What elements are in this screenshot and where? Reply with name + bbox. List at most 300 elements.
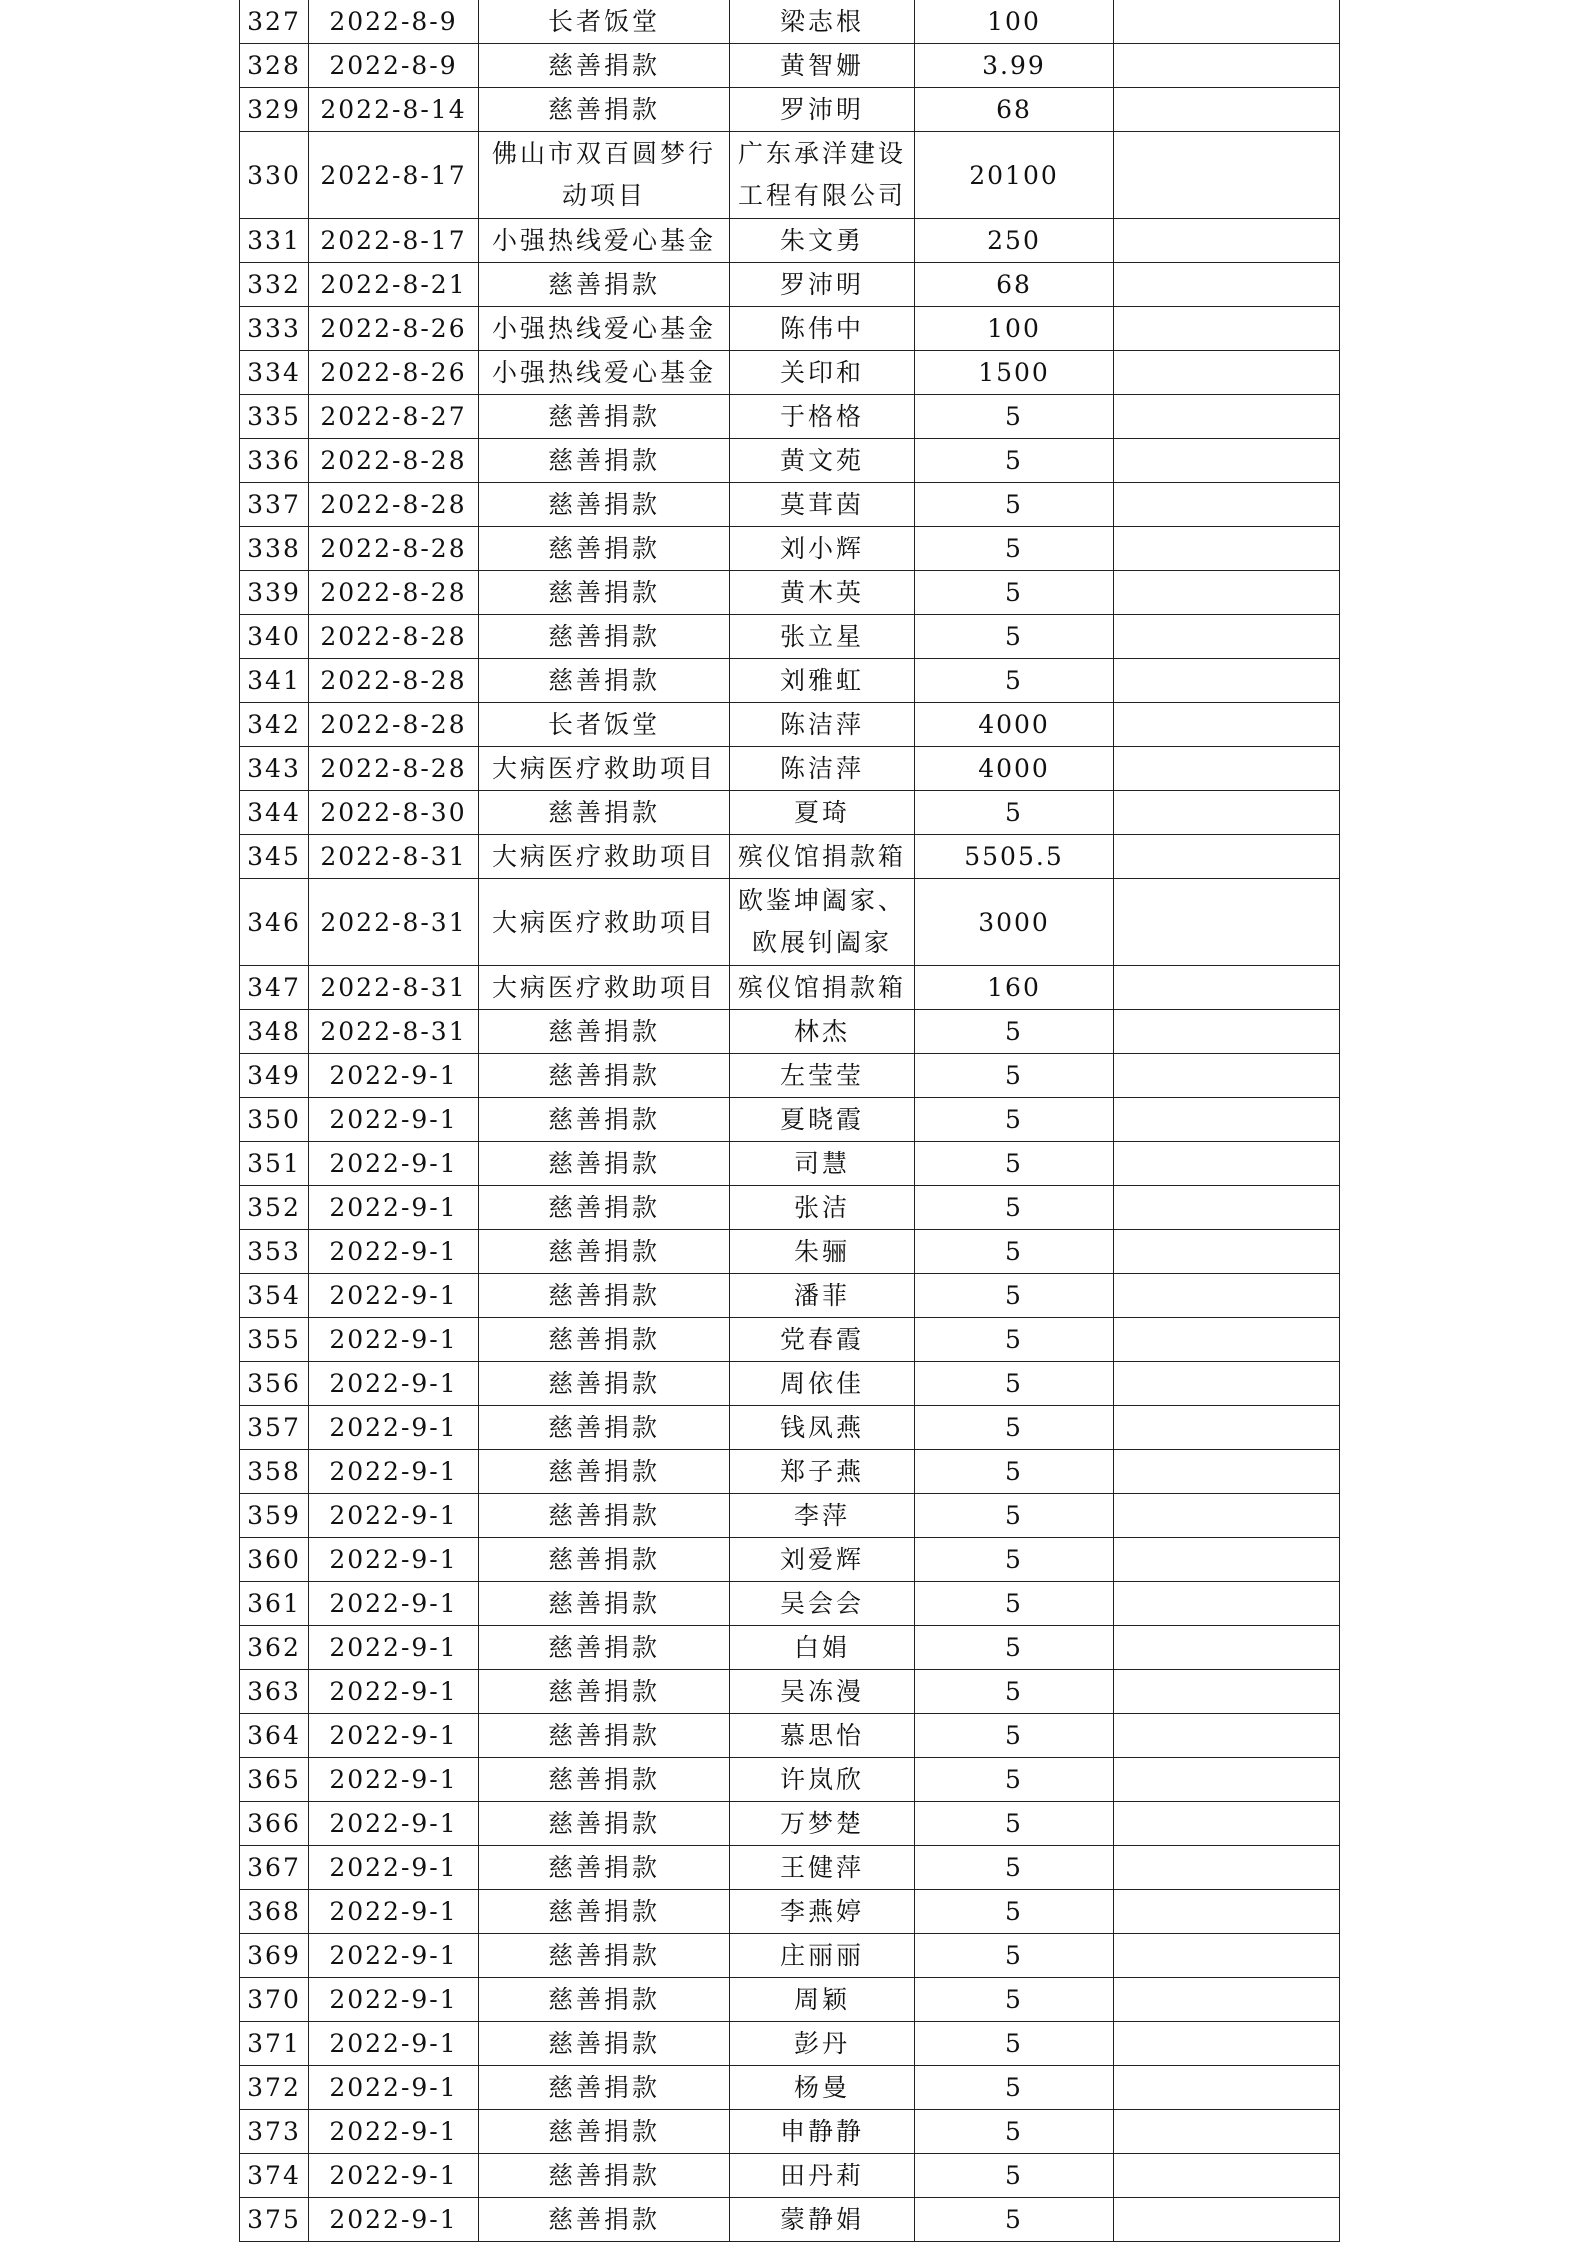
donor-cell: 彭丹 [730,2022,915,2066]
amount-cell: 5 [915,1186,1114,1230]
date-cell: 2022-8-30 [309,791,479,835]
project-cell: 佛山市双百圆梦行动项目 [479,132,730,219]
serial-number-cell: 365 [240,1758,309,1802]
amount-cell: 5 [915,1274,1114,1318]
table-row [240,1890,1340,1934]
table-row [240,2022,1340,2066]
note-cell [1114,527,1340,571]
note-cell [1114,1714,1340,1758]
date-cell: 2022-9-1 [309,1978,479,2022]
donor-cell: 黄木英 [730,571,915,615]
project-cell: 慈善捐款 [479,1714,730,1758]
project-cell: 大病医疗救助项目 [479,835,730,879]
serial-number-cell: 359 [240,1494,309,1538]
donor-cell: 杨曼 [730,2066,915,2110]
note-cell [1114,2154,1340,2198]
amount-cell: 5 [915,1714,1114,1758]
donor-cell: 慕思怡 [730,1714,915,1758]
date-cell: 2022-9-1 [309,1802,479,1846]
date-cell: 2022-9-1 [309,2154,479,2198]
donor-cell: 郑子燕 [730,1450,915,1494]
project-cell: 长者饭堂 [479,703,730,747]
table-row [240,703,1340,747]
table-row [240,1010,1340,1054]
amount-cell: 5 [915,1318,1114,1362]
date-cell: 2022-8-27 [309,395,479,439]
donor-cell: 刘爱辉 [730,1538,915,1582]
table-row [240,1318,1340,1362]
date-cell: 2022-9-1 [309,1714,479,1758]
serial-number-cell: 334 [240,351,309,395]
serial-number-cell: 374 [240,2154,309,2198]
serial-number-cell: 338 [240,527,309,571]
date-cell: 2022-9-1 [309,1142,479,1186]
serial-number-cell: 364 [240,1714,309,1758]
project-cell: 慈善捐款 [479,263,730,307]
note-cell [1114,1230,1340,1274]
project-cell: 慈善捐款 [479,659,730,703]
amount-cell: 5 [915,1758,1114,1802]
table-row [240,571,1340,615]
table-row [240,615,1340,659]
date-cell: 2022-9-1 [309,1406,479,1450]
table-row [240,879,1340,966]
date-cell: 2022-8-17 [309,219,479,263]
note-cell [1114,1450,1340,1494]
donor-cell: 刘雅虹 [730,659,915,703]
note-cell [1114,966,1340,1010]
serial-number-cell: 375 [240,2198,309,2242]
donor-cell: 周颖 [730,1978,915,2022]
note-cell [1114,1934,1340,1978]
date-cell: 2022-9-1 [309,2066,479,2110]
project-cell: 慈善捐款 [479,44,730,88]
serial-number-cell: 368 [240,1890,309,1934]
project-cell: 慈善捐款 [479,1538,730,1582]
note-cell [1114,703,1340,747]
serial-number-cell: 346 [240,879,309,966]
amount-cell: 1500 [915,351,1114,395]
serial-number-cell: 329 [240,88,309,132]
project-cell: 慈善捐款 [479,1846,730,1890]
serial-number-cell: 347 [240,966,309,1010]
donor-cell: 黄智姗 [730,44,915,88]
amount-cell: 20100 [915,132,1114,219]
note-cell [1114,571,1340,615]
table-row [240,791,1340,835]
table-row [240,219,1340,263]
table-row [240,1538,1340,1582]
date-cell: 2022-8-28 [309,747,479,791]
donor-cell: 钱凤燕 [730,1406,915,1450]
table-row [240,351,1340,395]
project-cell: 大病医疗救助项目 [479,879,730,966]
date-cell: 2022-9-1 [309,1582,479,1626]
note-cell [1114,1846,1340,1890]
table-row [240,1186,1340,1230]
note-cell [1114,351,1340,395]
date-cell: 2022-8-31 [309,966,479,1010]
table-row [240,44,1340,88]
serial-number-cell: 371 [240,2022,309,2066]
amount-cell: 5 [915,2154,1114,2198]
date-cell: 2022-8-28 [309,527,479,571]
note-cell [1114,483,1340,527]
serial-number-cell: 349 [240,1054,309,1098]
project-cell: 小强热线爱心基金 [479,351,730,395]
project-cell: 慈善捐款 [479,1890,730,1934]
note-cell [1114,1098,1340,1142]
project-cell: 慈善捐款 [479,1450,730,1494]
date-cell: 2022-9-1 [309,1846,479,1890]
amount-cell: 4000 [915,747,1114,791]
project-cell: 慈善捐款 [479,1318,730,1362]
donor-cell: 白娟 [730,1626,915,1670]
project-cell: 长者饭堂 [479,0,730,44]
serial-number-cell: 332 [240,263,309,307]
project-cell: 慈善捐款 [479,1010,730,1054]
serial-number-cell: 345 [240,835,309,879]
project-cell: 慈善捐款 [479,439,730,483]
amount-cell: 5 [915,527,1114,571]
serial-number-cell: 354 [240,1274,309,1318]
project-cell: 慈善捐款 [479,615,730,659]
serial-number-cell: 366 [240,1802,309,1846]
donor-cell: 庄丽丽 [730,1934,915,1978]
note-cell [1114,1626,1340,1670]
date-cell: 2022-8-9 [309,0,479,44]
note-cell [1114,1890,1340,1934]
serial-number-cell: 363 [240,1670,309,1714]
project-cell: 慈善捐款 [479,1934,730,1978]
table-row [240,2154,1340,2198]
date-cell: 2022-9-1 [309,1054,479,1098]
note-cell [1114,2066,1340,2110]
note-cell [1114,1670,1340,1714]
project-cell: 慈善捐款 [479,2022,730,2066]
table-row [240,1274,1340,1318]
note-cell [1114,439,1340,483]
donor-cell: 朱骊 [730,1230,915,1274]
amount-cell: 5 [915,2110,1114,2154]
donor-cell: 罗沛明 [730,88,915,132]
donor-cell: 关印和 [730,351,915,395]
project-cell: 慈善捐款 [479,1054,730,1098]
amount-cell: 5 [915,1978,1114,2022]
amount-cell: 5 [915,2022,1114,2066]
donor-cell: 陈洁萍 [730,747,915,791]
donor-cell: 万梦楚 [730,1802,915,1846]
date-cell: 2022-8-28 [309,483,479,527]
table-row [240,483,1340,527]
amount-cell: 3.99 [915,44,1114,88]
amount-cell: 5 [915,1230,1114,1274]
serial-number-cell: 353 [240,1230,309,1274]
date-cell: 2022-8-31 [309,835,479,879]
serial-number-cell: 357 [240,1406,309,1450]
serial-number-cell: 335 [240,395,309,439]
project-cell: 慈善捐款 [479,1406,730,1450]
date-cell: 2022-8-26 [309,307,479,351]
table-row [240,1450,1340,1494]
project-cell: 慈善捐款 [479,1230,730,1274]
table-row [240,263,1340,307]
donor-cell: 潘菲 [730,1274,915,1318]
note-cell [1114,2110,1340,2154]
date-cell: 2022-8-28 [309,703,479,747]
table-row [240,439,1340,483]
amount-cell: 5 [915,1054,1114,1098]
note-cell [1114,1978,1340,2022]
serial-number-cell: 362 [240,1626,309,1670]
serial-number-cell: 358 [240,1450,309,1494]
note-cell [1114,1582,1340,1626]
donor-cell: 吴会会 [730,1582,915,1626]
amount-cell: 3000 [915,879,1114,966]
amount-cell: 68 [915,88,1114,132]
date-cell: 2022-8-17 [309,132,479,219]
amount-cell: 5 [915,1406,1114,1450]
table-row [240,659,1340,703]
note-cell [1114,1406,1340,1450]
project-cell: 慈善捐款 [479,1582,730,1626]
amount-cell: 4000 [915,703,1114,747]
serial-number-cell: 339 [240,571,309,615]
serial-number-cell: 337 [240,483,309,527]
table-row [240,1230,1340,1274]
project-cell: 慈善捐款 [479,1978,730,2022]
donor-cell: 申静静 [730,2110,915,2154]
project-cell: 慈善捐款 [479,571,730,615]
note-cell [1114,2198,1340,2242]
donor-cell: 殡仪馆捐款箱 [730,966,915,1010]
project-cell: 小强热线爱心基金 [479,307,730,351]
amount-cell: 5 [915,1670,1114,1714]
donor-cell: 左莹莹 [730,1054,915,1098]
table-row [240,527,1340,571]
table-row [240,395,1340,439]
table-row [240,1362,1340,1406]
project-cell: 慈善捐款 [479,88,730,132]
note-cell [1114,0,1340,44]
project-cell: 慈善捐款 [479,1362,730,1406]
table-row [240,1758,1340,1802]
donor-cell: 周依佳 [730,1362,915,1406]
table-row [240,1934,1340,1978]
table-row [240,835,1340,879]
amount-cell: 5 [915,615,1114,659]
amount-cell: 5 [915,1010,1114,1054]
note-cell [1114,88,1340,132]
table-row [240,0,1340,44]
date-cell: 2022-8-28 [309,571,479,615]
date-cell: 2022-8-31 [309,879,479,966]
note-cell [1114,1758,1340,1802]
project-cell: 慈善捐款 [479,2110,730,2154]
date-cell: 2022-9-1 [309,1890,479,1934]
project-cell: 慈善捐款 [479,791,730,835]
date-cell: 2022-9-1 [309,1934,479,1978]
note-cell [1114,307,1340,351]
date-cell: 2022-9-1 [309,1318,479,1362]
donor-cell: 田丹莉 [730,2154,915,2198]
table-row [240,1142,1340,1186]
donor-cell: 陈洁萍 [730,703,915,747]
donor-cell: 王健萍 [730,1846,915,1890]
note-cell [1114,395,1340,439]
amount-cell: 160 [915,966,1114,1010]
amount-cell: 5 [915,791,1114,835]
amount-cell: 5 [915,1934,1114,1978]
donor-cell: 夏琦 [730,791,915,835]
serial-number-cell: 344 [240,791,309,835]
serial-number-cell: 342 [240,703,309,747]
project-cell: 慈善捐款 [479,1494,730,1538]
note-cell [1114,879,1340,966]
serial-number-cell: 372 [240,2066,309,2110]
table-row [240,88,1340,132]
amount-cell: 5 [915,2198,1114,2242]
date-cell: 2022-9-1 [309,1362,479,1406]
date-cell: 2022-9-1 [309,1670,479,1714]
date-cell: 2022-8-31 [309,1010,479,1054]
serial-number-cell: 370 [240,1978,309,2022]
serial-number-cell: 352 [240,1186,309,1230]
note-cell [1114,1802,1340,1846]
serial-number-cell: 336 [240,439,309,483]
note-cell [1114,1054,1340,1098]
note-cell [1114,1494,1340,1538]
amount-cell: 68 [915,263,1114,307]
table-row [240,2110,1340,2154]
amount-cell: 5505.5 [915,835,1114,879]
date-cell: 2022-9-1 [309,2022,479,2066]
serial-number-cell: 340 [240,615,309,659]
date-cell: 2022-9-1 [309,1626,479,1670]
donor-cell: 朱文勇 [730,219,915,263]
donor-cell: 殡仪馆捐款箱 [730,835,915,879]
donor-cell: 莫茸茵 [730,483,915,527]
table-row [240,1978,1340,2022]
date-cell: 2022-9-1 [309,2110,479,2154]
date-cell: 2022-9-1 [309,1274,479,1318]
donor-cell: 张立星 [730,615,915,659]
project-cell: 慈善捐款 [479,1626,730,1670]
note-cell [1114,1274,1340,1318]
date-cell: 2022-8-28 [309,439,479,483]
donor-cell: 吴冻漫 [730,1670,915,1714]
amount-cell: 5 [915,1802,1114,1846]
note-cell [1114,1010,1340,1054]
serial-number-cell: 341 [240,659,309,703]
serial-number-cell: 333 [240,307,309,351]
amount-cell: 5 [915,1846,1114,1890]
table-row [240,1406,1340,1450]
table-row [240,132,1340,219]
project-cell: 大病医疗救助项目 [479,747,730,791]
donor-cell: 罗沛明 [730,263,915,307]
amount-cell: 5 [915,2066,1114,2110]
note-cell [1114,132,1340,219]
date-cell: 2022-9-1 [309,1494,479,1538]
project-cell: 慈善捐款 [479,395,730,439]
donor-cell: 夏晓霞 [730,1098,915,1142]
project-cell: 慈善捐款 [479,483,730,527]
donor-cell: 司慧 [730,1142,915,1186]
table-row [240,966,1340,1010]
donation-table [239,0,1340,2242]
serial-number-cell: 367 [240,1846,309,1890]
note-cell [1114,2022,1340,2066]
date-cell: 2022-9-1 [309,1186,479,1230]
table-row [240,747,1340,791]
amount-cell: 5 [915,1626,1114,1670]
project-cell: 慈善捐款 [479,2154,730,2198]
amount-cell: 5 [915,1362,1114,1406]
note-cell [1114,1186,1340,1230]
table-row [240,307,1340,351]
serial-number-cell: 356 [240,1362,309,1406]
serial-number-cell: 351 [240,1142,309,1186]
date-cell: 2022-8-28 [309,615,479,659]
project-cell: 慈善捐款 [479,1758,730,1802]
note-cell [1114,835,1340,879]
amount-cell: 5 [915,571,1114,615]
note-cell [1114,1142,1340,1186]
project-cell: 慈善捐款 [479,1274,730,1318]
amount-cell: 5 [915,1142,1114,1186]
donation-table-body [240,0,1340,2242]
note-cell [1114,44,1340,88]
donor-cell: 林杰 [730,1010,915,1054]
donor-cell: 陈伟中 [730,307,915,351]
donor-cell: 许岚欣 [730,1758,915,1802]
note-cell [1114,659,1340,703]
date-cell: 2022-9-1 [309,1098,479,1142]
project-cell: 大病医疗救助项目 [479,966,730,1010]
date-cell: 2022-9-1 [309,1538,479,1582]
donor-cell: 黄文苑 [730,439,915,483]
note-cell [1114,219,1340,263]
donor-cell: 张洁 [730,1186,915,1230]
date-cell: 2022-9-1 [309,2198,479,2242]
donor-cell: 欧鉴坤阖家、欧展钊阖家 [730,879,915,966]
donor-cell: 李萍 [730,1494,915,1538]
project-cell: 慈善捐款 [479,1186,730,1230]
note-cell [1114,747,1340,791]
serial-number-cell: 331 [240,219,309,263]
note-cell [1114,263,1340,307]
project-cell: 慈善捐款 [479,2066,730,2110]
note-cell [1114,1538,1340,1582]
amount-cell: 100 [915,0,1114,44]
serial-number-cell: 343 [240,747,309,791]
date-cell: 2022-8-14 [309,88,479,132]
project-cell: 慈善捐款 [479,1802,730,1846]
donor-cell: 广东承洋建设工程有限公司 [730,132,915,219]
table-row [240,1054,1340,1098]
amount-cell: 5 [915,1582,1114,1626]
amount-cell: 250 [915,219,1114,263]
serial-number-cell: 350 [240,1098,309,1142]
amount-cell: 5 [915,483,1114,527]
table-row [240,1582,1340,1626]
serial-number-cell: 361 [240,1582,309,1626]
project-cell: 慈善捐款 [479,1098,730,1142]
amount-cell: 5 [915,1494,1114,1538]
amount-cell: 5 [915,1890,1114,1934]
serial-number-cell: 327 [240,0,309,44]
